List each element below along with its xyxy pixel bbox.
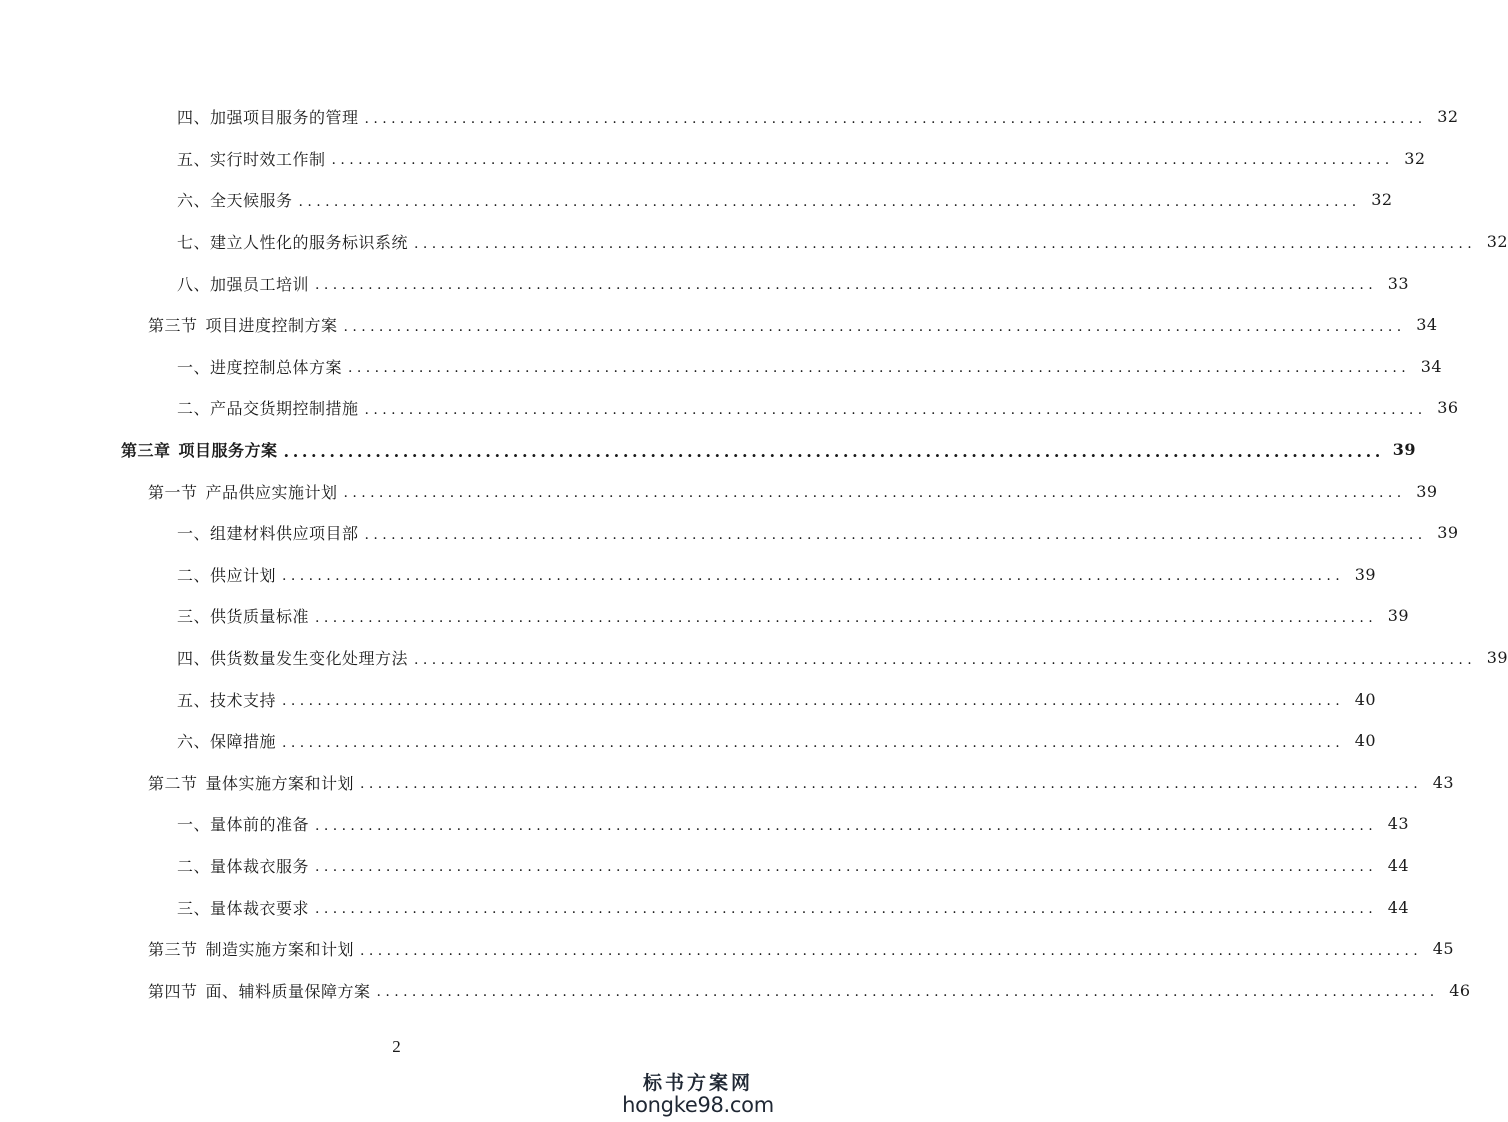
toc-entry-page: 34 (1420, 356, 1443, 376)
toc-entry-title: 全天候服务 (210, 191, 293, 211)
toc-entry-item[interactable] (0, 637, 1508, 679)
toc-entry-title: 组建材料供应项目部 (210, 524, 359, 544)
toc-entry-text (177, 272, 309, 295)
toc-entry-text (177, 604, 309, 627)
toc-dot-leader: ........................................................................................................................ (315, 901, 1378, 918)
toc-entry-number: 二、 (177, 856, 211, 876)
toc-dot-leader: ........................................................................................................................ (315, 609, 1378, 626)
toc-entry-number: 第一节 (148, 482, 198, 502)
watermark-title: 标书方案网 (642, 1072, 753, 1095)
toc-entry-number: 七、 (177, 233, 211, 253)
toc-entry-item[interactable] (0, 179, 1393, 221)
toc-entry-item[interactable] (0, 512, 1459, 554)
toc-entry-number: 一、 (177, 524, 211, 544)
toc-dot-leader: ........................................................................................................................ (376, 984, 1439, 1001)
toc-entry-title: 加强员工培训 (210, 274, 310, 294)
toc-entry-page: 39 (1387, 606, 1410, 626)
toc-entry-text (177, 688, 276, 711)
toc-entry-section[interactable] (0, 762, 1455, 804)
toc-entry-page: 44 (1387, 897, 1410, 917)
toc-entry-title: 制造实施方案和计划 (205, 940, 355, 960)
table-of-contents (0, 96, 1508, 1011)
toc-entry-number: 六、 (177, 732, 211, 752)
toc-entry-text (177, 812, 309, 835)
toc-entry-number: 四、 (177, 649, 211, 669)
toc-entry-text (177, 396, 359, 419)
toc-entry-section[interactable] (0, 969, 1471, 1011)
toc-entry-title: 加强项目服务的管理 (210, 108, 359, 128)
toc-dot-leader: ........................................................................................................................ (282, 693, 1345, 710)
toc-entry-text (177, 854, 309, 877)
toc-entry-page: 39 (1392, 440, 1416, 460)
toc-entry-page: 40 (1354, 731, 1377, 751)
toc-entry-page: 32 (1486, 232, 1508, 252)
toc-entry-title: 产品交货期控制措施 (210, 399, 359, 419)
toc-entry-section[interactable] (0, 304, 1438, 346)
toc-entry-text (148, 979, 371, 1002)
toc-entry-title: 量体实施方案和计划 (205, 773, 355, 793)
toc-entry-text (177, 105, 359, 128)
toc-entry-page: 43 (1387, 814, 1410, 834)
toc-entry-page: 39 (1437, 523, 1459, 543)
toc-entry-text (177, 147, 326, 170)
toc-entry-number: 第四节 (148, 981, 198, 1001)
toc-dot-leader: ........................................................................................................................ (343, 485, 1406, 502)
toc-entry-text (177, 230, 408, 253)
toc-entry-title: 项目进度控制方案 (205, 316, 338, 336)
toc-entry-page: 39 (1354, 564, 1377, 584)
toc-entry-page: 46 (1449, 980, 1471, 1000)
toc-entry-page: 33 (1387, 273, 1410, 293)
toc-entry-page: 44 (1387, 855, 1410, 875)
toc-entry-title: 建立人性化的服务标识系统 (210, 233, 409, 253)
toc-dot-leader: ........................................................................................................................ (315, 859, 1378, 876)
toc-dot-leader: ........................................................................................................................ (331, 152, 1394, 169)
toc-dot-leader: ........................................................................................................................ (282, 568, 1345, 585)
toc-entry-number: 四、 (177, 108, 211, 128)
toc-entry-chapter[interactable] (0, 429, 1416, 471)
toc-dot-leader: ........................................................................................................................ (315, 817, 1378, 834)
toc-entry-item[interactable] (0, 138, 1426, 180)
toc-entry-item[interactable] (0, 262, 1410, 304)
toc-entry-page: 43 (1432, 772, 1455, 792)
toc-dot-leader: ........................................................................................................................ (360, 776, 1423, 793)
toc-entry-page: 45 (1432, 939, 1455, 959)
toc-dot-leader: ........................................................................................................................ (282, 734, 1345, 751)
toc-entry-number: 五、 (177, 149, 211, 169)
toc-dot-leader: ........................................................................................................................ (348, 360, 1411, 377)
toc-entry-section[interactable] (0, 470, 1438, 512)
toc-entry-item[interactable] (0, 886, 1410, 928)
toc-entry-item[interactable] (0, 387, 1459, 429)
toc-entry-text (148, 480, 338, 503)
toc-entry-page: 34 (1416, 315, 1438, 335)
toc-dot-leader: ........................................................................................................................ (315, 277, 1378, 294)
toc-entry-number: 第三章 (121, 441, 171, 461)
toc-entry-item[interactable] (0, 845, 1410, 887)
toc-dot-leader: ........................................................................................................................ (364, 401, 1427, 418)
toc-dot-leader: ........................................................................................................................ (414, 235, 1477, 252)
toc-entry-item[interactable] (0, 554, 1377, 596)
toc-entry-item[interactable] (0, 96, 1459, 138)
toc-dot-leader: ........................................................................................................................ (364, 526, 1427, 543)
toc-entry-page: 39 (1486, 648, 1508, 668)
toc-entry-text (148, 313, 338, 336)
toc-entry-number: 二、 (177, 399, 211, 419)
toc-entry-title: 供应计划 (210, 565, 277, 585)
toc-entry-item[interactable] (0, 678, 1377, 720)
toc-entry-text (177, 646, 408, 669)
toc-entry-text (121, 438, 278, 461)
toc-entry-number: 五、 (177, 690, 211, 710)
toc-entry-number: 第二节 (148, 773, 198, 793)
toc-dot-leader: ........................................................................................................................ (343, 318, 1406, 335)
toc-entry-item[interactable] (0, 346, 1443, 388)
toc-dot-leader: ........................................................................................................................ (414, 651, 1477, 668)
toc-dot-leader: ........................................................................................................................ (364, 110, 1427, 127)
toc-entry-item[interactable] (0, 803, 1410, 845)
toc-entry-title: 产品供应实施计划 (205, 482, 338, 502)
toc-entry-number: 一、 (177, 357, 211, 377)
toc-entry-page: 40 (1354, 689, 1377, 709)
toc-entry-item[interactable] (0, 720, 1377, 762)
toc-entry-title: 面、辅料质量保障方案 (205, 981, 371, 1001)
toc-dot-leader: ........................................................................................................................ (283, 441, 1384, 461)
toc-entry-number: 第三节 (148, 316, 198, 336)
toc-dot-leader: ........................................................................................................................ (360, 942, 1423, 959)
toc-entry-text (177, 563, 276, 586)
toc-entry-title: 量体裁衣服务 (210, 856, 310, 876)
toc-entry-title: 供货数量发生变化处理方法 (210, 649, 409, 669)
toc-entry-number: 三、 (177, 607, 211, 627)
toc-entry-title: 实行时效工作制 (210, 149, 326, 169)
toc-entry-title: 量体前的准备 (210, 815, 310, 835)
toc-entry-text (177, 729, 276, 752)
toc-entry-item[interactable] (0, 221, 1508, 263)
toc-entry-item[interactable] (0, 595, 1410, 637)
toc-entry-number: 第三节 (148, 940, 198, 960)
toc-entry-number: 一、 (177, 815, 211, 835)
toc-entry-page: 32 (1404, 148, 1426, 168)
toc-entry-text (177, 355, 342, 378)
toc-entry-page: 36 (1437, 398, 1459, 418)
watermark-url: hongke98.com (622, 1092, 774, 1117)
toc-entry-title: 供货质量标准 (210, 607, 310, 627)
toc-entry-text (177, 521, 359, 544)
toc-entry-number: 八、 (177, 274, 211, 294)
toc-entry-text (148, 771, 354, 794)
toc-entry-title: 进度控制总体方案 (210, 357, 343, 377)
page-number: 2 (392, 1037, 401, 1056)
toc-entry-title: 项目服务方案 (178, 441, 278, 461)
toc-entry-text (148, 937, 354, 960)
toc-entry-page: 32 (1371, 190, 1393, 210)
toc-entry-title: 量体裁衣要求 (210, 898, 310, 918)
toc-entry-title: 保障措施 (210, 732, 277, 752)
toc-entry-number: 二、 (177, 565, 211, 585)
toc-entry-page: 32 (1437, 107, 1459, 127)
toc-entry-text (177, 188, 293, 211)
toc-dot-leader: ........................................................................................................................ (298, 193, 1361, 210)
toc-entry-section[interactable] (0, 928, 1455, 970)
toc-entry-page: 39 (1416, 481, 1438, 501)
toc-entry-number: 三、 (177, 898, 211, 918)
toc-entry-number: 六、 (177, 191, 211, 211)
toc-entry-text (177, 896, 309, 919)
watermark-logo (613, 1074, 783, 1116)
toc-entry-title: 技术支持 (210, 690, 277, 710)
